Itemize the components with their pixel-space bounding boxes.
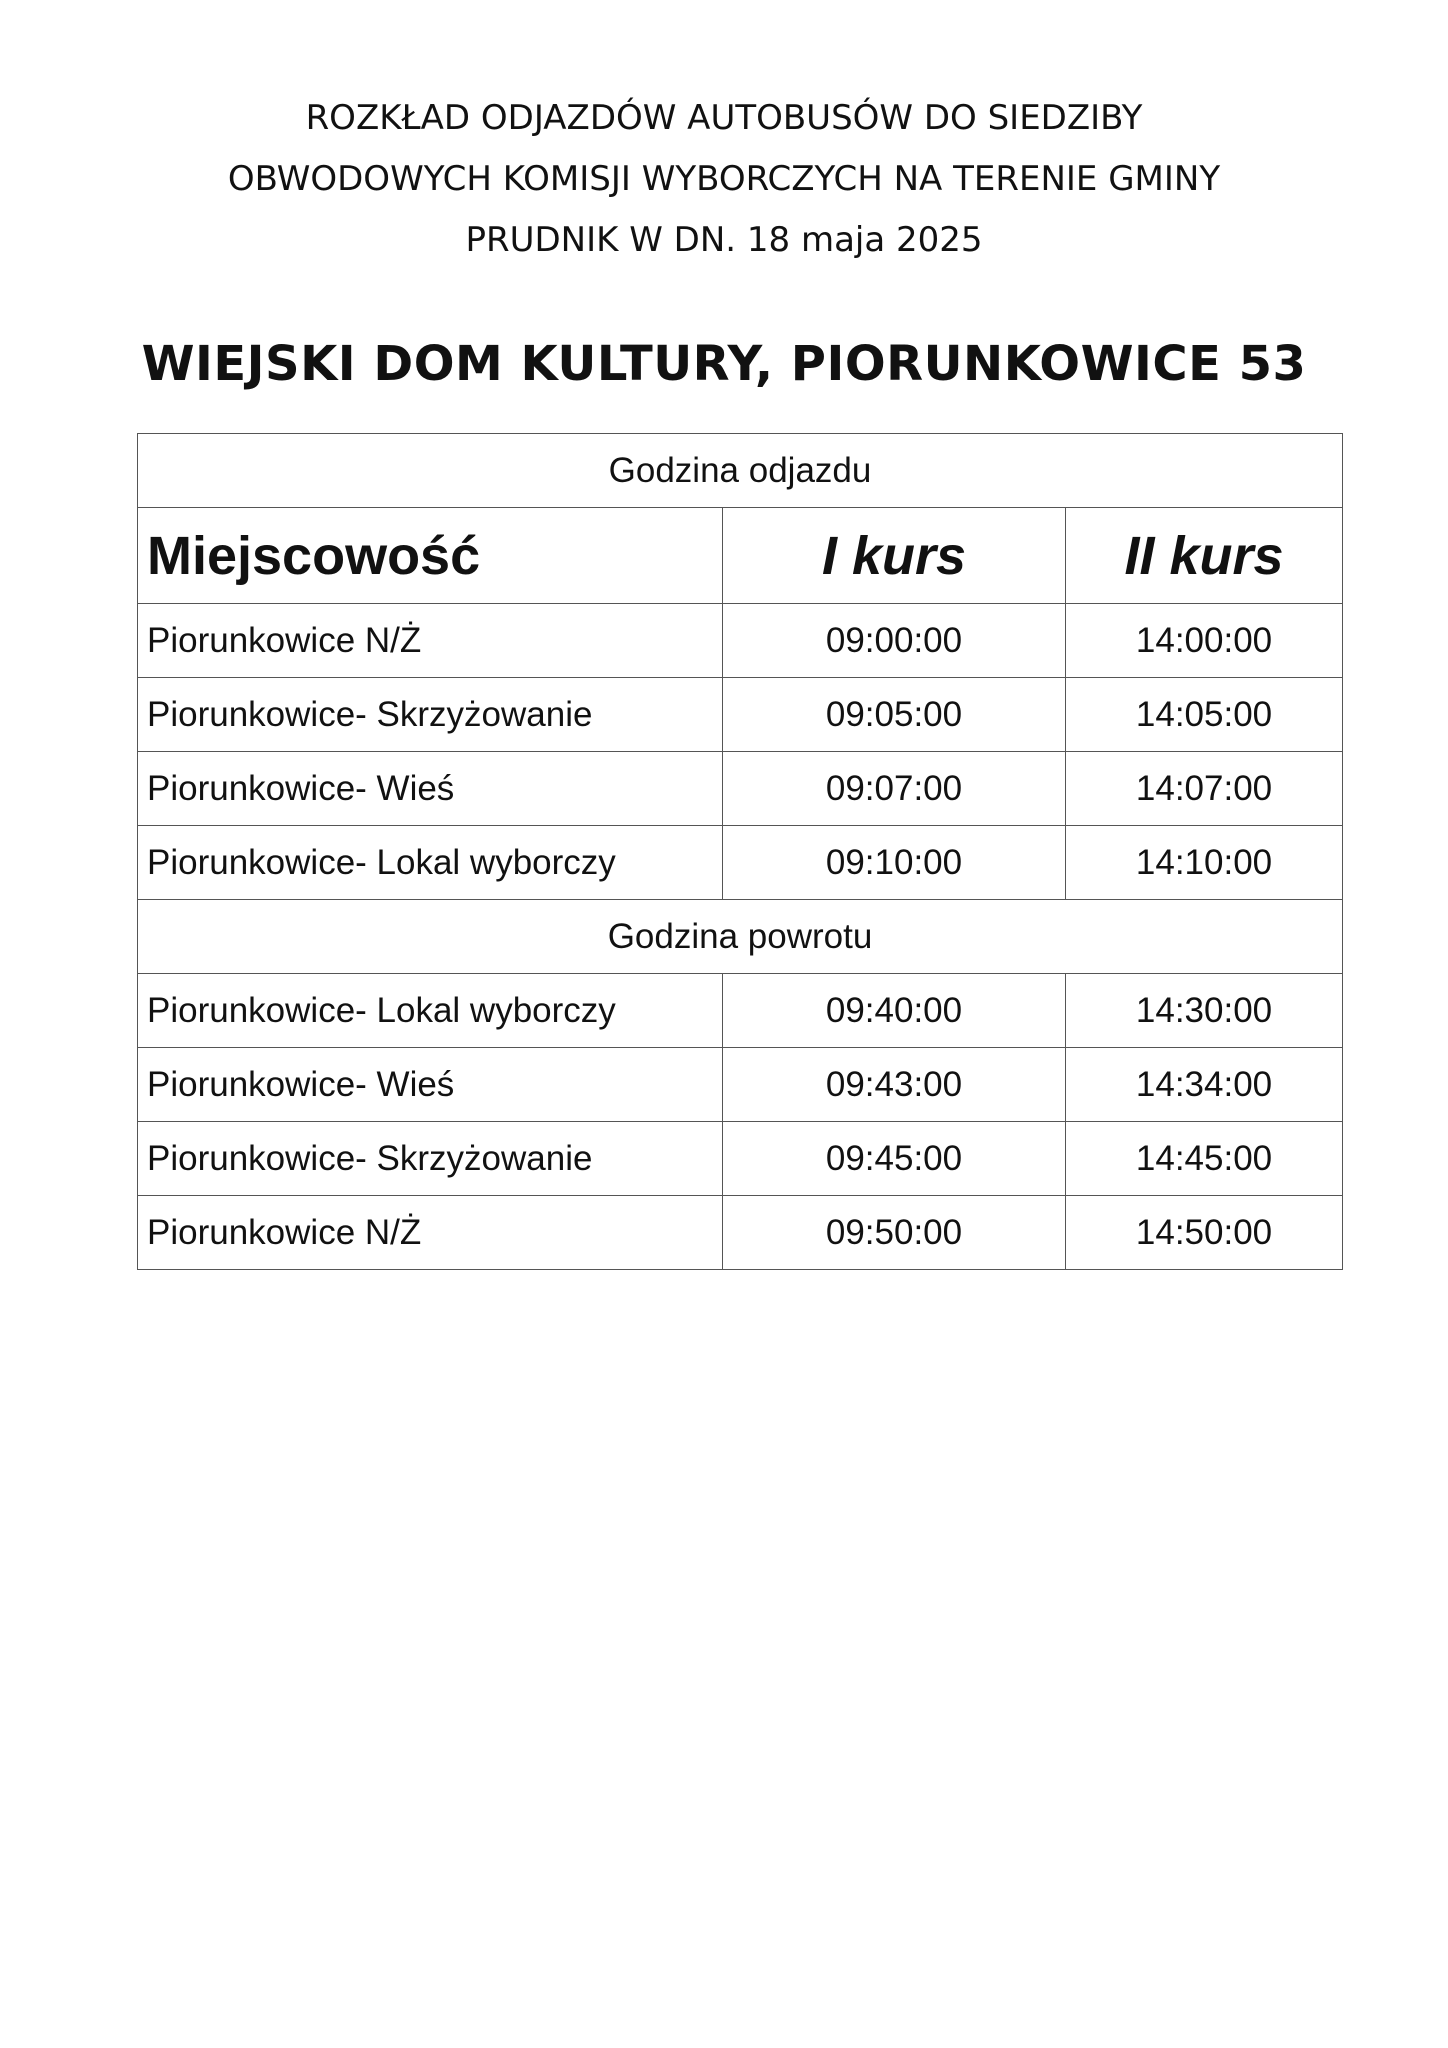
bus-schedule-table <box>137 433 1343 1270</box>
column-header-row <box>138 508 1343 604</box>
course-1-time: 09:43:00 <box>723 1048 1066 1122</box>
course-1-time: 09:07:00 <box>723 752 1066 826</box>
table-row <box>138 604 1343 678</box>
stop-name: Piorunkowice N/Ż <box>138 604 723 678</box>
table-row <box>138 1048 1343 1122</box>
table-row <box>138 1196 1343 1270</box>
venue-title: WIEJSKI DOM KULTURY, PIORUNKOWICE 53 <box>141 336 1307 392</box>
departure-section-label: Godzina odjazdu <box>138 434 1343 508</box>
course-1-time: 09:40:00 <box>723 974 1066 1048</box>
table-row <box>138 974 1343 1048</box>
course-1-time: 09:05:00 <box>723 678 1066 752</box>
column-header-place: Miejscowość <box>138 508 723 604</box>
course-2-time: 14:30:00 <box>1066 974 1343 1048</box>
table-row <box>138 1122 1343 1196</box>
course-2-time: 14:45:00 <box>1066 1122 1343 1196</box>
stop-name: Piorunkowice- Wieś <box>138 752 723 826</box>
course-2-time: 14:10:00 <box>1066 826 1343 900</box>
course-2-time: 14:00:00 <box>1066 604 1343 678</box>
stop-name: Piorunkowice- Skrzyżowanie <box>138 678 723 752</box>
header-line-2: OBWODOWYCH KOMISJI WYBORCZYCH NA TERENIE GMINY <box>227 159 1221 199</box>
table-row <box>138 826 1343 900</box>
table-row <box>138 752 1343 826</box>
stop-name: Piorunkowice- Skrzyżowanie <box>138 1122 723 1196</box>
course-2-time: 14:05:00 <box>1066 678 1343 752</box>
stop-name: Piorunkowice- Wieś <box>138 1048 723 1122</box>
header-line-3: PRUDNIK W DN. 18 maja 2025 <box>465 220 983 260</box>
course-1-time: 09:50:00 <box>723 1196 1066 1270</box>
course-2-time: 14:34:00 <box>1066 1048 1343 1122</box>
departure-section-row <box>138 434 1343 508</box>
course-1-time: 09:00:00 <box>723 604 1066 678</box>
stop-name: Piorunkowice N/Ż <box>138 1196 723 1270</box>
header-line-1: ROZKŁAD ODJAZDÓW AUTOBUSÓW DO SIEDZIBY <box>305 98 1143 138</box>
stop-name: Piorunkowice- Lokal wyborczy <box>138 826 723 900</box>
course-1-time: 09:45:00 <box>723 1122 1066 1196</box>
column-header-course-1: I kurs <box>723 508 1066 604</box>
table-row <box>138 678 1343 752</box>
course-2-time: 14:50:00 <box>1066 1196 1343 1270</box>
document-header <box>0 88 1448 271</box>
course-2-time: 14:07:00 <box>1066 752 1343 826</box>
stop-name: Piorunkowice- Lokal wyborczy <box>138 974 723 1048</box>
return-section-row <box>138 900 1343 974</box>
course-1-time: 09:10:00 <box>723 826 1066 900</box>
return-section-label: Godzina powrotu <box>138 900 1343 974</box>
column-header-course-2: II kurs <box>1066 508 1343 604</box>
